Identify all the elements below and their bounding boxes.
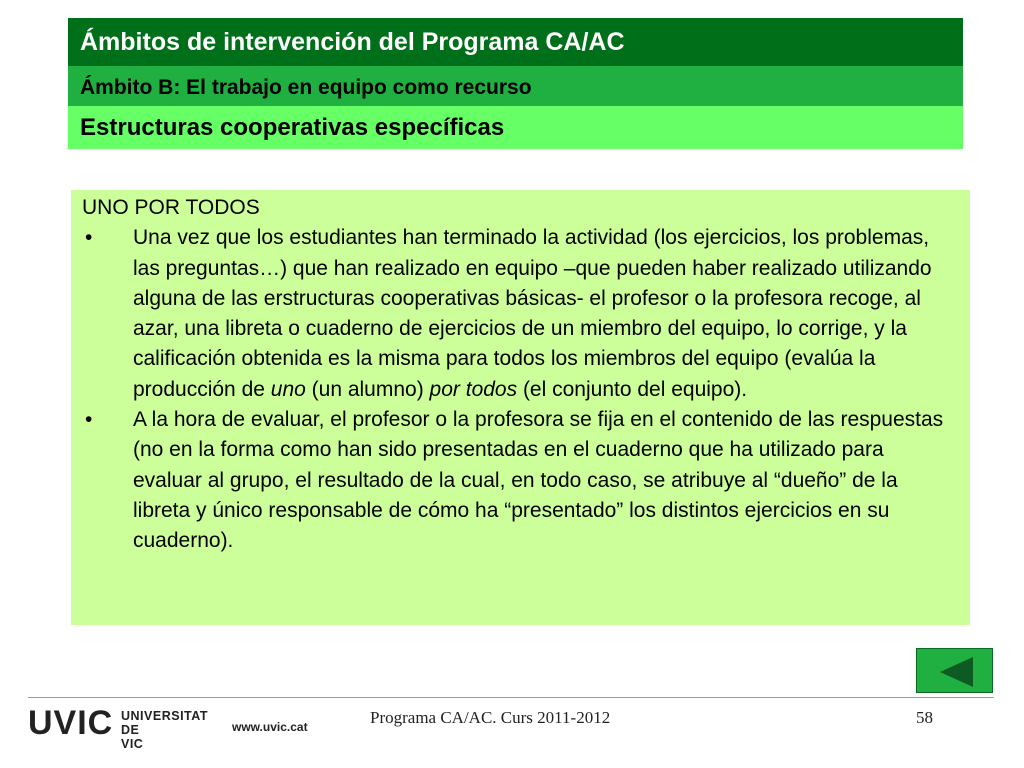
bullet-text: A la hora de evaluar, el profesor o la profesora se fija en el contenido de las respuestas (no en la forma como han sido presentadas en el cuaderno que ha utilizado para evaluar al grupo, el resultado de la cual, en todo caso, se atribuye al “dueño” de la libreta y único responsable de cómo ha “presentado” los distintos ejercicios en su cuaderno).: [133, 408, 944, 553]
bullet-text-part: (un alumno): [305, 377, 430, 401]
slide-subtitle: Ámbito B: El trabajo en equipo como recurso: [68, 66, 963, 106]
bullet-text-part: Una vez que los estudiantes han terminado la actividad (los ejercicios, los problemas, las preguntas…) que han realizado en equipo –que pueden haber realizado utilizando alguna de las erstructuras cooperativas básicas- el profesor o la profesora recoge, al azar, una libreta o cuaderno de ejercicios de un miembro del equipo, lo corrige, y la calificación obtenida es la misma para todos los miembros del equipo (evalúa la producción de: [133, 226, 932, 401]
emphasis-uno: uno: [270, 377, 306, 401]
footer-text: Programa CA/AC. Curs 2011-2012: [370, 708, 611, 727]
content-box: [71, 190, 970, 625]
emphasis-por-todos: por todos: [429, 377, 518, 401]
logo-text-line1: UNIVERSITAT: [121, 709, 208, 723]
logo-text-line2: DE VIC: [121, 723, 144, 751]
bullet-icon: •: [85, 408, 93, 432]
content-heading: UNO POR TODOS: [82, 196, 260, 219]
bullet-item: [82, 405, 948, 556]
bullet-item: [82, 223, 948, 405]
slide-title: Ámbitos de intervención del Programa CA/AC: [68, 18, 963, 66]
bullet-list: [82, 223, 948, 556]
back-button[interactable]: [916, 648, 993, 693]
footer-divider: [28, 697, 994, 698]
section-title: Estructuras cooperativas específicas: [68, 106, 963, 149]
triangle-left-icon: [917, 649, 994, 694]
bullet-text-part: (el conjunto del equipo).: [517, 377, 748, 401]
bullet-icon: •: [85, 226, 93, 250]
website-link[interactable]: www.uvic.cat: [232, 720, 308, 734]
page-number: 58: [916, 708, 933, 727]
logo-mark: UVIC: [28, 704, 114, 742]
